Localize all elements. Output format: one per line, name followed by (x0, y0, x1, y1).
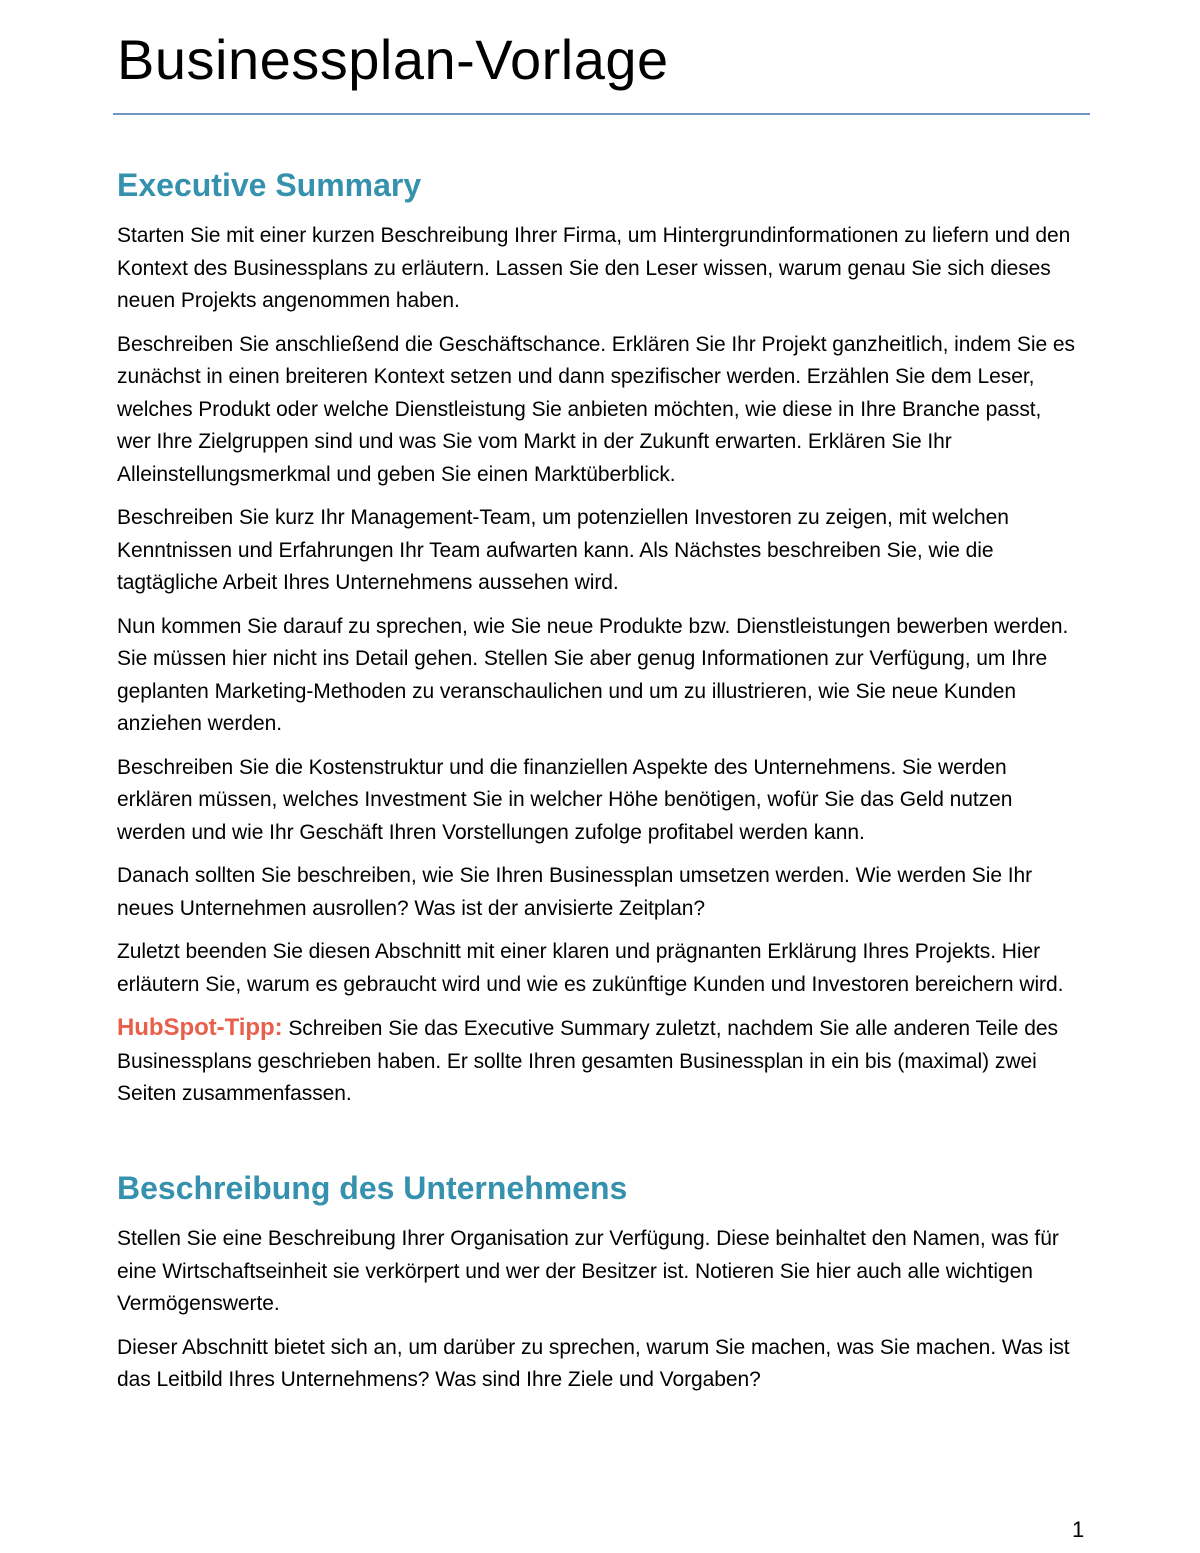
paragraph: Beschreiben Sie kurz Ihr Management-Team, um potenziellen Investoren zu zeigen, mit welchen Kenntnissen und Erfahrungen Ihr Team aufwarten kann. Als Nächstes beschreiben Sie, wie die tagtägliche Arbeit Ihres Unternehmens aussehen wird. (117, 506, 1009, 595)
paragraph: Dieser Abschnitt bietet sich an, um darüber zu sprechen, warum Sie machen, was Sie machen. Was ist das Leitbild Ihres Unternehmens? Was sind Ihre Ziele und Vorgaben? (117, 1335, 1070, 1392)
document-title: Businessplan-Vorlage (117, 28, 669, 91)
tip-text: Schreiben Sie das Executive Summary zuletzt, nachdem Sie alle anderen Teile des Businessplans geschrieben haben. Er sollte Ihren gesamten Businessplan in ein bis (maximal) zwei Seiten zusammenfassen. (117, 1017, 1058, 1106)
section-company-description (117, 1169, 1077, 1397)
tip-label: HubSpot-Tipp: (117, 1014, 283, 1042)
document-body (117, 166, 1077, 1408)
paragraph: Stellen Sie eine Beschreibung Ihrer Organisation zur Verfügung. Diese beinhaltet den Namen, was für eine Wirtschaftseinheit sie verkörpert und wer der Besitzer ist. Notieren Sie hier auch alle wichtigen Vermögenswerte. (117, 1227, 1059, 1316)
title-divider (113, 113, 1090, 115)
paragraph: Beschreiben Sie die Kostenstruktur und die finanziellen Aspekte des Unternehmens. Sie werden erklären müssen, welches Investment Sie in welcher Höhe benötigen, wofür Sie das Geld nutzen werden und wie Ihr Geschäft Ihren Vorstellungen zufolge profitabel werden kann. (117, 755, 1013, 844)
hubspot-tip (117, 1012, 1077, 1111)
paragraph: Danach sollten Sie beschreiben, wie Sie Ihren Businessplan umsetzen werden. Wie werden Sie Ihr neues Unternehmen ausrollen? Was ist der anvisierte Zeitplan? (117, 864, 1033, 920)
page-number: 1 (1072, 1517, 1085, 1542)
paragraph: Nun kommen Sie darauf zu sprechen, wie Sie neue Produkte bzw. Dienstleistungen bewerben werden. Sie müssen hier nicht ins Detail gehen. Stellen Sie aber genug Informationen zur Verfügung, um Ihre geplanten Marketing-Methoden zu veranschaulichen und um zu illustrieren, wie Sie neue Kunden anziehen werden. (117, 614, 1069, 736)
paragraph: Beschreiben Sie anschließend die Geschäftschance. Erklären Sie Ihr Projekt ganzheitlich, indem Sie es zunächst in einen breiteren Kontext setzen und dann spezifischer werden. Erzählen Sie dem Leser, welches Produkt oder welche Dienstleistung Sie anbieten möchten, wie diese in Ihre Branche passt, wer Ihre Zielgruppen sind und was Sie vom Markt in der Zukunft erwarten. Erklären Sie Ihr Alleinstellungsmerkmal und geben Sie einen Marktüberblick. (117, 332, 1075, 486)
paragraph: Zuletzt beenden Sie diesen Abschnitt mit einer klaren und prägnanten Erklärung Ihres Projekts. Hier erläutern Sie, warum es gebraucht wird und wie es zukünftige Kunden und Investoren bereichern wird. (117, 940, 1064, 996)
paragraph: Starten Sie mit einer kurzen Beschreibung Ihrer Firma, um Hintergrundinformationen zu liefern und den Kontext des Businessplans zu erläutern. Lassen Sie den Leser wissen, warum genau Sie sich dieses neuen Projekts angenommen haben. (117, 224, 1071, 313)
section-heading: Executive Summary (117, 167, 422, 203)
section-heading: Beschreibung des Unternehmens (117, 1169, 628, 1206)
section-executive-summary (117, 166, 1077, 1111)
